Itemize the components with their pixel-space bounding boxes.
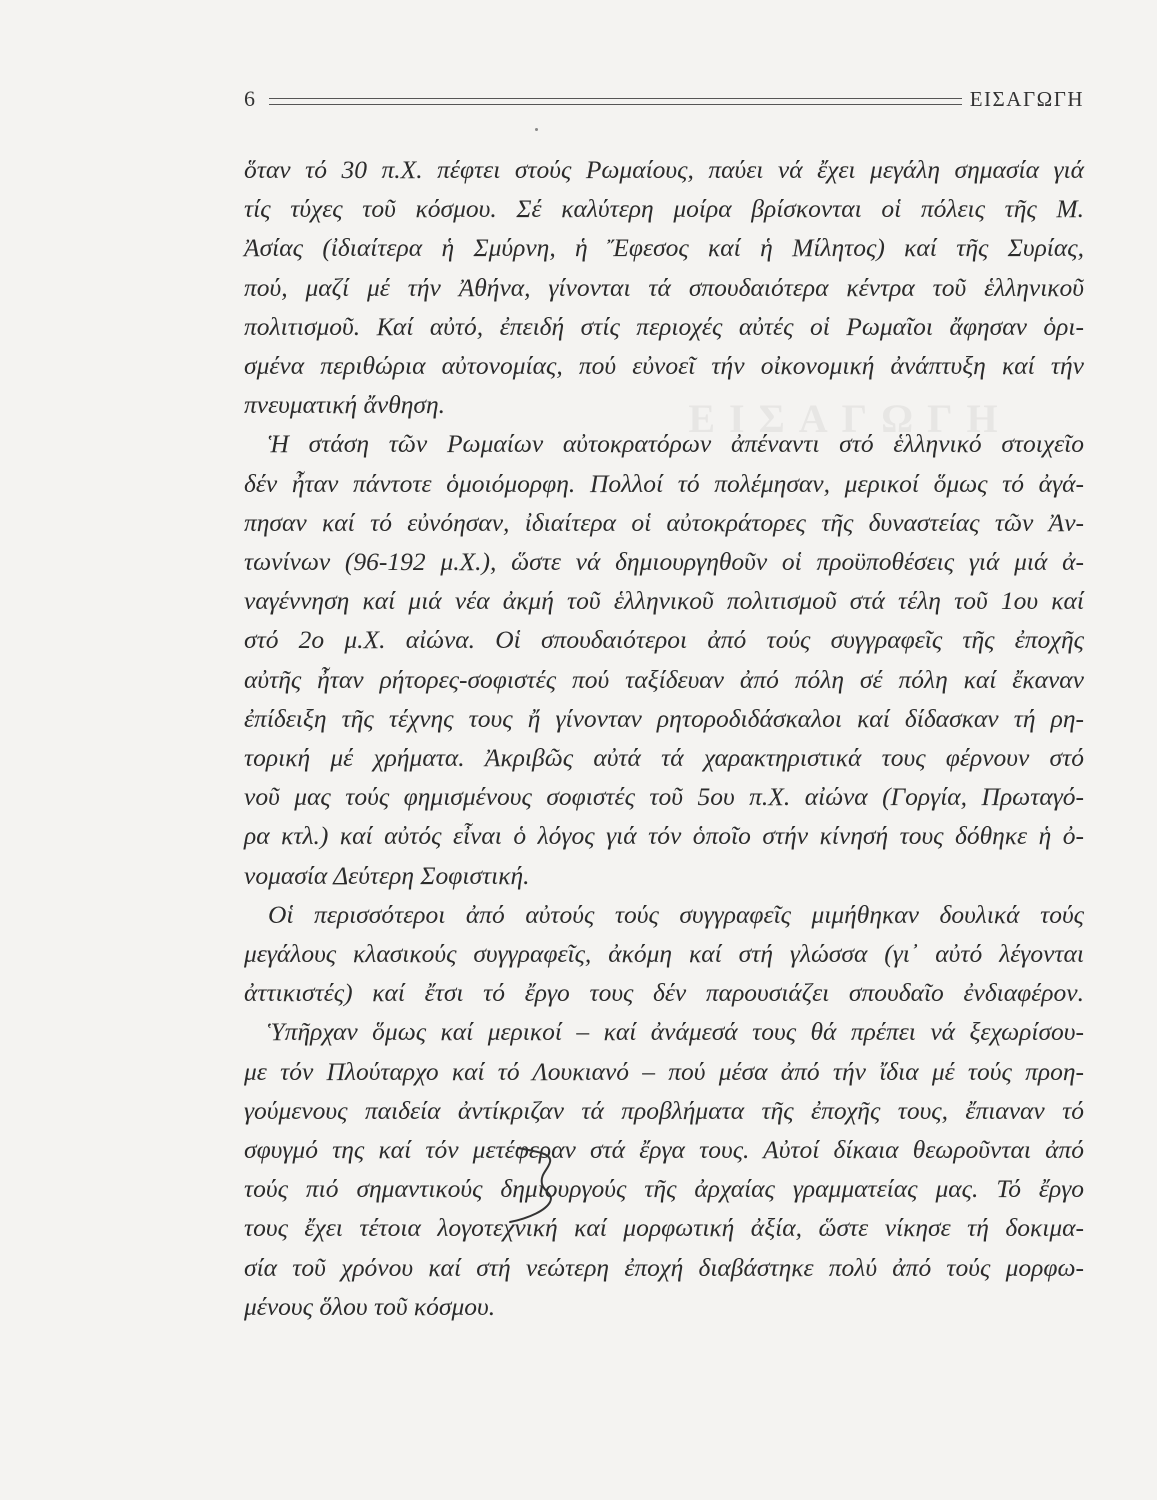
text-line: Ὑπῆρχαν ὅμως καί μερικοί – καί ἀνάμεσά τους θά πρέπει νά ξεχωρίσου- bbox=[268, 1017, 1084, 1047]
text-line: μένους ὅλου τοῦ κόσμου. bbox=[244, 1291, 496, 1321]
header-rule bbox=[269, 98, 962, 105]
paragraph-3 bbox=[244, 895, 1084, 1013]
text-line: ἐπίδειξη τῆς τέχνης τους ἤ γίνονταν ρητοροδιδάσκαλοι καί δίδασκαν τή ρη- bbox=[244, 703, 1084, 733]
text-line: τους ἔχει τέτοια λογοτεχνική καί μορφωτική ἀξία, ὥστε νίκησε τή δοκιμα- bbox=[244, 1213, 1084, 1243]
text-line: ὅταν τό 30 π.Χ. πέφτει στούς Ρωμαίους, παύει νά ἔχει μεγάλη σημασία γιά bbox=[244, 155, 1084, 184]
text-line: νομασία Δεύτερη Σοφιστική. bbox=[244, 860, 530, 890]
page-header bbox=[244, 84, 1084, 114]
paragraph-1 bbox=[244, 150, 1084, 424]
paragraph-2 bbox=[244, 424, 1084, 894]
text-line: δέν ἦταν πάντοτε ὁμοιόμορφη. Πολλοί τό πολέμησαν, μερικοί ὅμως τό ἀγά- bbox=[244, 468, 1084, 498]
text-line: πολιτισμοῦ. Καί αὐτό, ἐπειδή στίς περιοχές αὐτές οἱ Ρωμαῖοι ἄφησαν ὁρι- bbox=[244, 311, 1084, 341]
text-line: πησαν καί τό εὐνόησαν, ἰδιαίτερα οἱ αὐτοκράτορες τῆς δυναστείας τῶν Ἀν- bbox=[244, 507, 1084, 537]
text-line: τωνίνων (96-192 μ.Χ.), ὥστε νά δημιουργηθοῦν οἱ προϋποθέσεις γιά μιά ἀ- bbox=[244, 547, 1084, 577]
text-line: σία τοῦ χρόνου καί στή νεώτερη ἐποχή διαβάστηκε πολύ ἀπό τούς μορφω- bbox=[244, 1252, 1084, 1282]
text-line: ρα κτλ.) καί αὐτός εἶναι ὁ λόγος γιά τόν ὁποῖο στήν κίνησή τους δόθηκε ἡ ὀ- bbox=[244, 821, 1084, 851]
text-line: αὐτῆς ἦταν ρήτορες-σοφιστές πού ταξίδευαν ἀπό πόλη σέ πόλη καί ἔκαναν bbox=[244, 664, 1084, 694]
body-text bbox=[244, 150, 1084, 1326]
text-line: τορική μέ χρήματα. Ἀκριβῶς αὐτά τά χαρακτηριστικά τους φέρνουν στό bbox=[244, 743, 1084, 773]
text-line: με τόν Πλούταρχο καί τό Λουκιανό – πού μέσα ἀπό τήν ἴδια μέ τούς προη- bbox=[244, 1056, 1084, 1086]
text-line: τούς πιό σημαντικούς δημιουργούς τῆς ἀρχαίας γραμματείας μας. Τό ἔργο bbox=[244, 1174, 1084, 1204]
bleed-through-heading: ΕΙΣΑΓΩΓΗ bbox=[688, 396, 1012, 441]
text-line: ἀττικιστές) καί ἔτσι τό ἔργο τους δέν παρουσιάζει σπουδαῖο ἐνδιαφέρον. bbox=[244, 978, 1084, 1008]
running-head: ΕΙΣΑΓΩΓΗ bbox=[969, 86, 1084, 111]
text-line: γούμενους παιδεία ἀντίκριζαν τά προβλήματα τῆς ἐποχῆς τους, ἔπιαναν τό bbox=[244, 1095, 1084, 1125]
paragraph-4 bbox=[244, 1012, 1084, 1326]
text-line: Ἡ στάση τῶν Ρωμαίων αὐτοκρατόρων ἀπέναντι στό ἑλληνικό στοιχεῖο bbox=[268, 429, 1084, 459]
text-line: στό 2ο μ.Χ. αἰώνα. Οἱ σπουδαιότεροι ἀπό τούς συγγραφεῖς τῆς ἐποχῆς bbox=[244, 625, 1084, 655]
text-line: Ἀσίας (ἰδιαίτερα ἡ Σμύρνη, ἡ Ἔφεσος καί ἡ Μίλητος) καί τῆς Συρίας, bbox=[244, 233, 1084, 263]
text-line: σφυγμό της καί τόν μετέφεραν στά ἔργα τους. Αὐτοί δίκαια θεωροῦνται ἀπό bbox=[244, 1135, 1084, 1165]
ink-speck bbox=[535, 128, 538, 131]
text-line: πνευματική ἄνθηση. bbox=[244, 390, 445, 420]
text-line: πού, μαζί μέ τήν Ἀθήνα, γίνονται τά σπουδαιότερα κέντρα τοῦ ἑλληνικοῦ bbox=[244, 272, 1084, 302]
handwritten-bracket-mark bbox=[500, 1140, 570, 1230]
text-line: ναγέννηση καί μιά νέα ἀκμή τοῦ ἑλληνικοῦ πολιτισμοῦ στά τέλη τοῦ 1ου καί bbox=[244, 586, 1084, 616]
text-line: Οἱ περισσότεροι ἀπό αὐτούς τούς συγγραφεῖς μιμήθηκαν δουλικά τούς bbox=[268, 899, 1084, 929]
text-line: τίς τύχες τοῦ κόσμου. Σέ καλύτερη μοίρα βρίσκονται οἱ πόλεις τῆς Μ. bbox=[244, 194, 1084, 224]
text-line: νοῦ μας τούς φημισμένους σοφιστές τοῦ 5ου π.Χ. αἰώνα (Γοργία, Πρωταγό- bbox=[244, 782, 1084, 812]
text-line: μεγάλους κλασικούς συγγραφεῖς, ἀκόμη καί στή γλώσσα (γι᾿ αὐτό λέγονται bbox=[244, 939, 1084, 969]
text-line: σμένα περιθώρια αὐτονομίας, πού εὐνοεῖ τήν οἰκονομική ἀνάπτυξη καί τήν bbox=[244, 351, 1084, 381]
page-number: 6 bbox=[244, 86, 255, 111]
